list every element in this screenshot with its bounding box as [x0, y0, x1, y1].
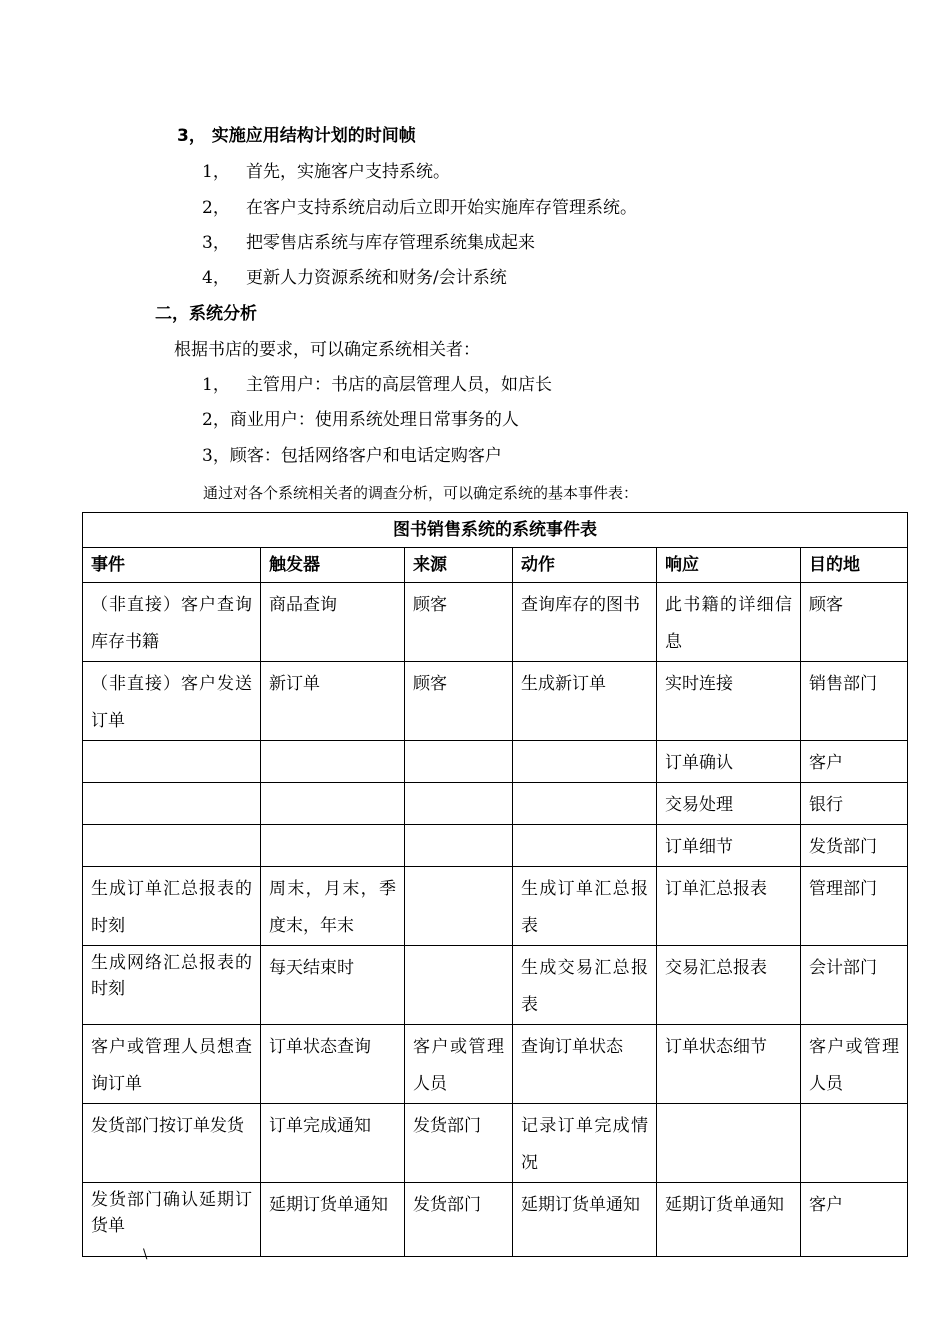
list-item	[202, 266, 507, 290]
table-cell: 延期订货单通知	[657, 1183, 801, 1257]
table-cell: 发货部门按订单发货	[83, 1104, 261, 1183]
table-cell	[261, 783, 405, 825]
table-cell: 交易汇总报表	[657, 946, 801, 1025]
table-cell	[405, 783, 513, 825]
list-item-text: 把零售店系统与库存管理系统集成起来	[246, 233, 535, 253]
section-analysis-title: 二，系统分析	[155, 304, 257, 324]
table-title: 图书销售系统的系统事件表	[83, 513, 908, 548]
list-item	[202, 196, 637, 220]
table-row	[83, 946, 908, 1025]
table-cell: 订单确认	[657, 741, 801, 783]
table-header-row	[83, 548, 908, 583]
table-cell: 实时连接	[657, 662, 801, 741]
table-cell: 订单完成通知	[261, 1104, 405, 1183]
table-cell: 会计部门	[801, 946, 908, 1025]
table-cell: 客户或管理人员	[405, 1025, 513, 1104]
table-cell: 交易处理	[657, 783, 801, 825]
table-cell	[657, 1104, 801, 1183]
table-cell: 周末，月末，季度末，年末	[261, 867, 405, 946]
column-header: 目的地	[801, 548, 908, 583]
table-cell	[513, 741, 657, 783]
table-row	[83, 741, 908, 783]
table-cell: 顾客	[801, 583, 908, 662]
list-item-text: 更新人力资源系统和财务/会计系统	[246, 268, 507, 288]
table-cell: 订单细节	[657, 825, 801, 867]
table-cell: 生成网络汇总报表的时刻	[83, 946, 261, 1025]
table-row	[83, 1025, 908, 1104]
table-cell: 销售部门	[801, 662, 908, 741]
table-row	[83, 583, 908, 662]
table-cell: 此书籍的详细信息	[657, 583, 801, 662]
table-cell	[405, 867, 513, 946]
table-cell: 客户	[801, 1183, 908, 1257]
table-cell: 订单汇总报表	[657, 867, 801, 946]
table-cell: 查询订单状态	[513, 1025, 657, 1104]
column-header: 事件	[83, 548, 261, 583]
column-header: 响应	[657, 548, 801, 583]
table-cell: 发货部门	[405, 1183, 513, 1257]
table-cell: 生成订单汇总报表的时刻	[83, 867, 261, 946]
list-item-number: 4，	[202, 268, 230, 288]
table-cell: 银行	[801, 783, 908, 825]
table-cell: 延期订货单通知	[513, 1183, 657, 1257]
list-item-number: 3，	[202, 233, 230, 253]
column-header: 来源	[405, 548, 513, 583]
stakeholder-number: 1，	[202, 375, 230, 395]
table-cell	[83, 783, 261, 825]
table-row	[83, 825, 908, 867]
table-cell: 订单状态细节	[657, 1025, 801, 1104]
table-cell: （非直接）客户查询库存书籍	[83, 583, 261, 662]
column-header: 动作	[513, 548, 657, 583]
section3-title: 3， 实施应用结构计划的时间帧	[177, 126, 416, 146]
table-cell	[405, 946, 513, 1025]
table-intro: 通过对各个系统相关者的调查分析，可以确定系统的基本事件表：	[203, 484, 639, 502]
table-cell: 生成订单汇总报表	[513, 867, 657, 946]
list-item-number: 1，	[202, 162, 230, 182]
table-cell	[801, 1104, 908, 1183]
analysis-intro: 根据书店的要求，可以确定系统相关者：	[174, 340, 480, 360]
column-header: 触发器	[261, 548, 405, 583]
table-cell	[83, 741, 261, 783]
table-cell: 新订单	[261, 662, 405, 741]
table-cell: 顾客	[405, 662, 513, 741]
list-item-text: 在客户支持系统启动后立即开始实施库存管理系统。	[246, 198, 637, 218]
list-item-text: 首先，实施客户支持系统。	[246, 162, 450, 182]
table-cell	[261, 825, 405, 867]
table-cell: 发货部门	[801, 825, 908, 867]
table-cell	[405, 825, 513, 867]
table-cell	[513, 783, 657, 825]
table-row	[83, 662, 908, 741]
table-cell: 发货部门	[405, 1104, 513, 1183]
table-cell: 延期订货单通知	[261, 1183, 405, 1257]
table-cell	[83, 825, 261, 867]
table-cell: （非直接）客户发送订单	[83, 662, 261, 741]
list-item	[202, 231, 535, 255]
table-row	[83, 1104, 908, 1183]
table-cell	[261, 741, 405, 783]
table-cell: 发货部门确认延期订货单	[83, 1183, 261, 1257]
event-table	[82, 512, 908, 1257]
stray-mark: \	[143, 1247, 148, 1262]
table-cell: 生成新订单	[513, 662, 657, 741]
table-cell	[405, 741, 513, 783]
stakeholder-item	[202, 373, 552, 397]
table-cell: 订单状态查询	[261, 1025, 405, 1104]
table-cell: 客户或管理人员想查询订单	[83, 1025, 261, 1104]
table-row	[83, 1183, 908, 1257]
list-item-number: 2，	[202, 198, 230, 218]
table-cell: 记录订单完成情况	[513, 1104, 657, 1183]
table-cell: 生成交易汇总报表	[513, 946, 657, 1025]
table-cell: 客户	[801, 741, 908, 783]
table-cell: 顾客	[405, 583, 513, 662]
table-row	[83, 867, 908, 946]
list-item	[202, 160, 450, 184]
stakeholder-item: 3，顾客：包括网络客户和电话定购客户	[202, 446, 502, 466]
table-cell: 管理部门	[801, 867, 908, 946]
table-cell	[513, 825, 657, 867]
table-cell: 商品查询	[261, 583, 405, 662]
table-row	[83, 783, 908, 825]
stakeholder-item: 2，商业用户：使用系统处理日常事务的人	[202, 410, 519, 430]
stakeholder-text: 主管用户：书店的高层管理人员，如店长	[246, 375, 552, 395]
table-cell: 客户或管理人员	[801, 1025, 908, 1104]
table-cell: 每天结束时	[261, 946, 405, 1025]
table-cell: 查询库存的图书	[513, 583, 657, 662]
